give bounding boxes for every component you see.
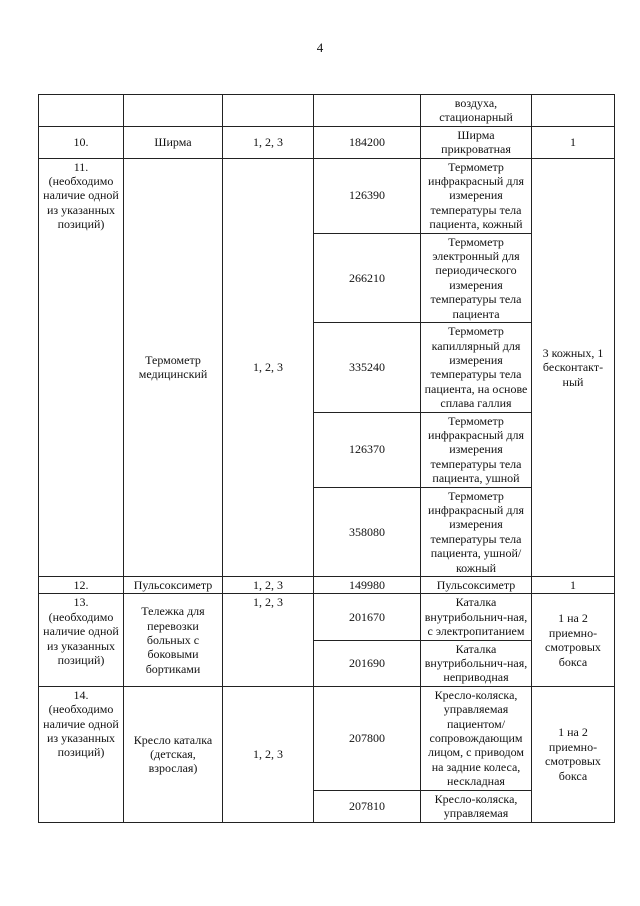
table-row bbox=[39, 95, 615, 127]
table-cell: 149980 bbox=[314, 577, 421, 594]
table-cell: Тележка для перевозки больных с боковыми бортиками bbox=[124, 594, 223, 686]
table-cell: 207810 bbox=[314, 790, 421, 822]
table-cell bbox=[223, 95, 314, 127]
table-cell: Термометр капиллярный для измерения температуры тела пациента, на основе сплава галлия bbox=[421, 323, 532, 412]
table-cell: 201690 bbox=[314, 640, 421, 686]
table-cell: 207800 bbox=[314, 686, 421, 790]
table-row bbox=[39, 594, 615, 640]
table-cell: Кресло-коляска, управляемая bbox=[421, 790, 532, 822]
table-row bbox=[39, 686, 615, 790]
table-cell: Термометр инфракрасный для измерения температуры тела пациента, ушной bbox=[421, 412, 532, 487]
table-cell bbox=[532, 95, 615, 127]
table-cell: 1 на 2 приемно-смотровых бокса bbox=[532, 686, 615, 822]
table-cell: Ширма bbox=[124, 126, 223, 158]
table-cell: Термометр медицинский bbox=[124, 158, 223, 576]
table-cell: 1 на 2 приемно-смотровых бокса bbox=[532, 594, 615, 686]
table-cell: 1, 2, 3 bbox=[223, 577, 314, 594]
equipment-table bbox=[38, 94, 615, 823]
table-cell: 358080 bbox=[314, 487, 421, 576]
table-cell: Каталка внутрибольнич-ная, неприводная bbox=[421, 640, 532, 686]
table-cell bbox=[39, 95, 124, 127]
table-cell: Термометр электронный для периодического измерения температуры тела пациента bbox=[421, 233, 532, 322]
page-number: 4 bbox=[316, 40, 324, 55]
table-cell: воздуха, стационарный bbox=[421, 95, 532, 127]
table-cell: 14. (необходимо наличие одной из указанных позиций) bbox=[39, 686, 124, 822]
table-cell: 184200 bbox=[314, 126, 421, 158]
table-cell: 13. (необходимо наличие одной из указанных позиций) bbox=[39, 594, 124, 686]
table-cell: 1, 2, 3 bbox=[223, 158, 314, 576]
table-cell: Пульсоксиметр bbox=[421, 577, 532, 594]
table-cell: 126370 bbox=[314, 412, 421, 487]
table-cell: Кресло каталка (детская, взрослая) bbox=[124, 686, 223, 822]
table-cell: 126390 bbox=[314, 158, 421, 233]
table-cell: 11. (необходимо наличие одной из указанных позиций) bbox=[39, 158, 124, 576]
table-cell: 335240 bbox=[314, 323, 421, 412]
table-cell: Термометр инфракрасный для измерения температуры тела пациента, кожный bbox=[421, 158, 532, 233]
table-cell: 12. bbox=[39, 577, 124, 594]
table-row bbox=[39, 158, 615, 233]
table-cell: 1 bbox=[532, 577, 615, 594]
table-cell: 3 кожных, 1 бесконтакт-ный bbox=[532, 158, 615, 576]
table-cell: 1, 2, 3 bbox=[223, 594, 314, 686]
table-cell: 266210 bbox=[314, 233, 421, 322]
table-row bbox=[39, 577, 615, 594]
table-cell: Ширма прикроватная bbox=[421, 126, 532, 158]
table-cell: Термометр инфракрасный для измерения температуры тела пациента, ушной/кожный bbox=[421, 487, 532, 576]
equipment-table-body bbox=[39, 95, 615, 823]
table-cell: Кресло-коляска, управляемая пациентом/ сопровождающим лицом, с приводом на задние колеса, нескладная bbox=[421, 686, 532, 790]
table-cell: 1, 2, 3 bbox=[223, 126, 314, 158]
table-cell: 1, 2, 3 bbox=[223, 686, 314, 822]
table-row bbox=[39, 126, 615, 158]
table-cell bbox=[314, 95, 421, 127]
table-cell: Пульсоксиметр bbox=[124, 577, 223, 594]
table-cell: 10. bbox=[39, 126, 124, 158]
table-cell: Каталка внутрибольнич-ная, с электропитанием bbox=[421, 594, 532, 640]
table-cell: 201670 bbox=[314, 594, 421, 640]
table-cell bbox=[124, 95, 223, 127]
table-cell: 1 bbox=[532, 126, 615, 158]
